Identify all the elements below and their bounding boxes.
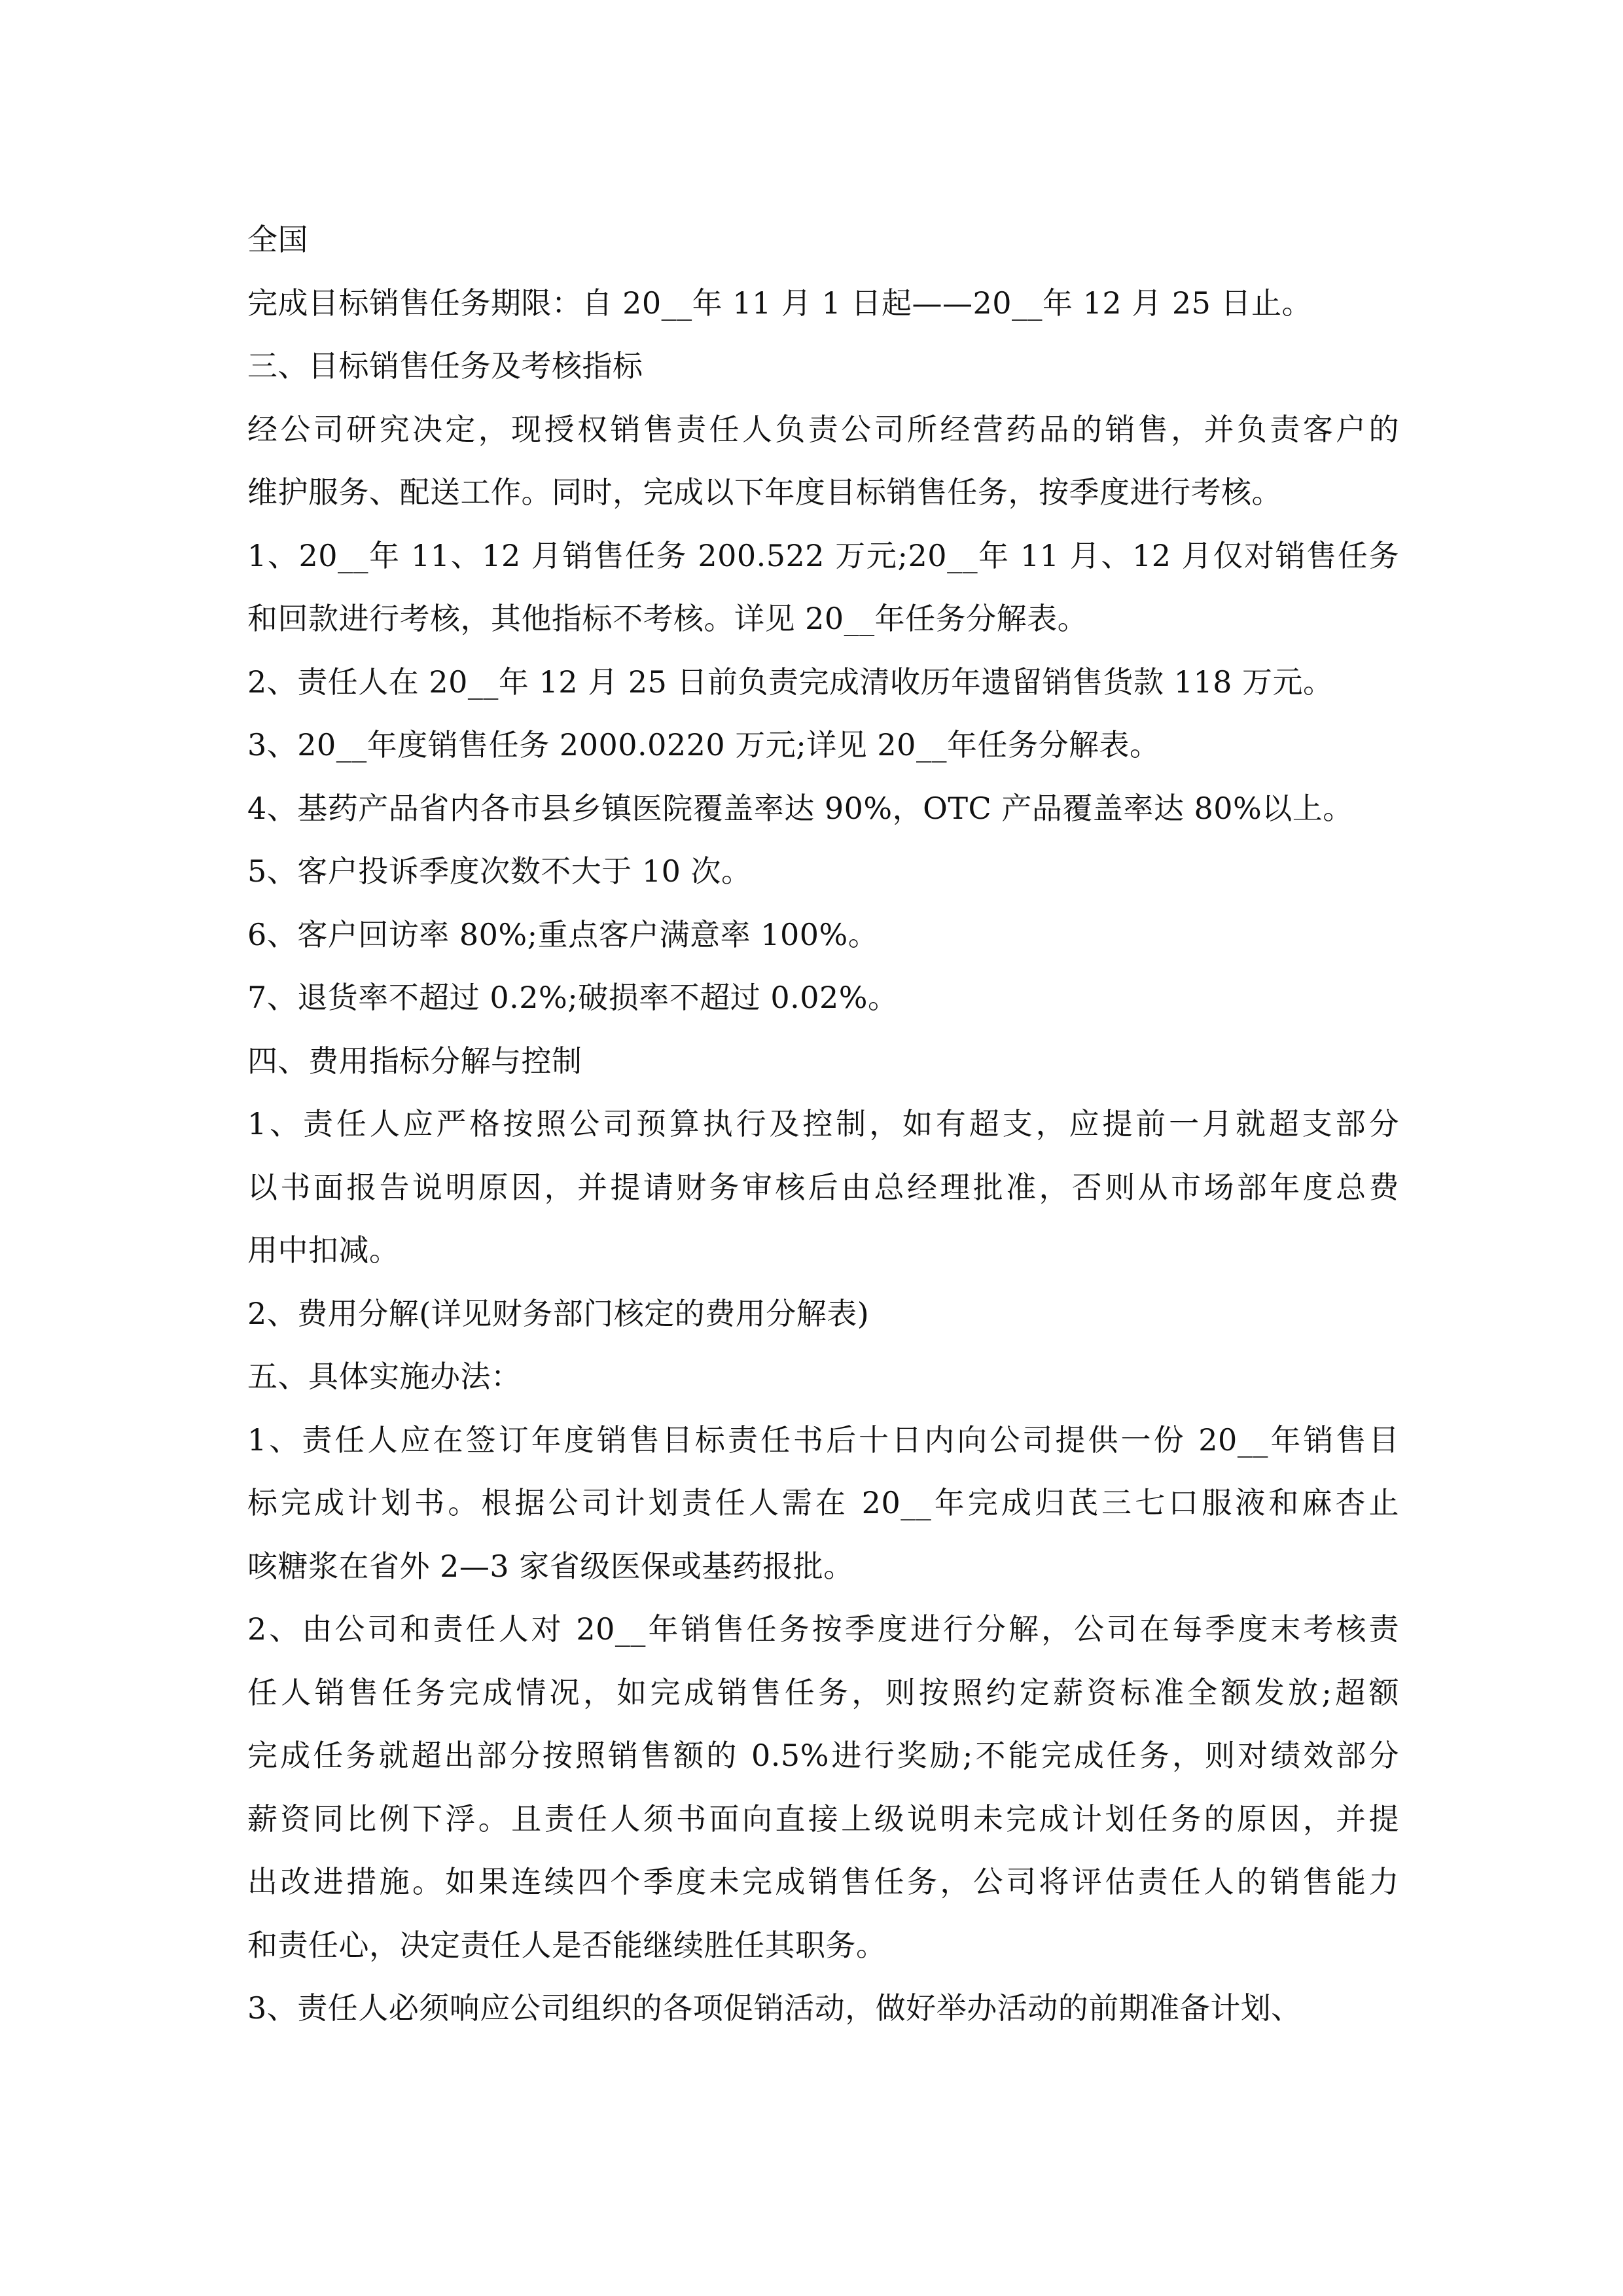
section-heading: 四、费用指标分解与控制 — [247, 1043, 582, 1079]
text-line: 和责任心，决定责任人是否能继续胜任其职务。 — [247, 1927, 887, 1963]
text-line: 薪资同比例下浮。且责任人须书面向直接上级说明未完成计划任务的原因，并提 — [247, 1801, 1399, 1837]
section-heading: 五、具体实施办法： — [247, 1359, 522, 1394]
text-line: 标完成计划书。根据公司计划责任人需在 20__年完成归芪三七口服液和麻杏止 — [247, 1485, 1399, 1520]
text-line: 完成目标销售任务期限：自 20__年 11 月 1 日起——20__年 12 月 25 日止。 — [247, 285, 1313, 321]
text-line: 3、责任人必须响应公司组织的各项促销活动，做好举办活动的前期准备计划、 — [247, 1990, 1302, 2026]
paragraph — [247, 1092, 1399, 1282]
text-line: 1、责任人应在签订年度销售目标责任书后十日内向公司提供一份 20__年销售目 — [247, 1422, 1399, 1458]
text-line: 维护服务、配送工作。同时，完成以下年度目标销售任务，按季度进行考核。 — [247, 475, 1282, 510]
text-line: 2、费用分解(详见财务部门核定的费用分解表) — [247, 1295, 870, 1331]
text-line: 2、由公司和责任人对 20__年销售任务按季度进行分解，公司在每季度末考核责 — [247, 1611, 1399, 1647]
text-line: 5、客户投诉季度次数不大于 10 次。 — [247, 853, 752, 889]
text-line: 全国 — [247, 222, 308, 257]
text-line: 2、责任人在 20__年 12 月 25 日前负责完成清收历年遗留销售货款 118 万元。 — [247, 664, 1334, 700]
paragraph — [247, 398, 1399, 524]
section-heading: 三、目标销售任务及考核指标 — [247, 348, 643, 384]
text-line: 完成任务就超出部分按照销售额的 0.5%进行奖励;不能完成任务，则对绩效部分 — [247, 1738, 1399, 1773]
text-line: 6、客户回访率 80%;重点客户满意率 100%。 — [247, 916, 879, 952]
paragraph — [247, 1408, 1399, 1598]
text-line: 咳糖浆在省外 2—3 家省级医保或基药报批。 — [247, 1548, 854, 1584]
text-line: 经公司研究决定，现授权销售责任人负责公司所经营药品的销售，并负责客户的 — [247, 411, 1399, 447]
text-line: 3、20__年度销售任务 2000.0220 万元;详见 20__年任务分解表。 — [247, 727, 1160, 762]
document-page — [247, 208, 1399, 2040]
text-line: 任人销售任务完成情况，如完成销售任务，则按照约定薪资标准全额发放;超额 — [247, 1674, 1399, 1710]
paragraph — [247, 524, 1399, 651]
text-line: 用中扣减。 — [247, 1232, 400, 1268]
text-line: 4、基药产品省内各市县乡镇医院覆盖率达 90%，OTC 产品覆盖率达 80%以上。 — [247, 790, 1353, 826]
text-line: 1、责任人应严格按照公司预算执行及控制，如有超支，应提前一月就超支部分 — [247, 1106, 1399, 1141]
text-line: 7、退货率不超过 0.2%;破损率不超过 0.02%。 — [247, 980, 899, 1015]
paragraph — [247, 1598, 1399, 1977]
text-line: 和回款进行考核，其他指标不考核。详见 20__年任务分解表。 — [247, 601, 1088, 636]
text-line: 以书面报告说明原因，并提请财务审核后由总经理批准，否则从市场部年度总费 — [247, 1169, 1399, 1205]
text-line: 出改进措施。如果连续四个季度未完成销售任务，公司将评估责任人的销售能力 — [247, 1864, 1399, 1899]
text-line: 1、20__年 11、12 月销售任务 200.522 万元;20__年 11 月、12 月仅对销售任务 — [247, 537, 1399, 573]
